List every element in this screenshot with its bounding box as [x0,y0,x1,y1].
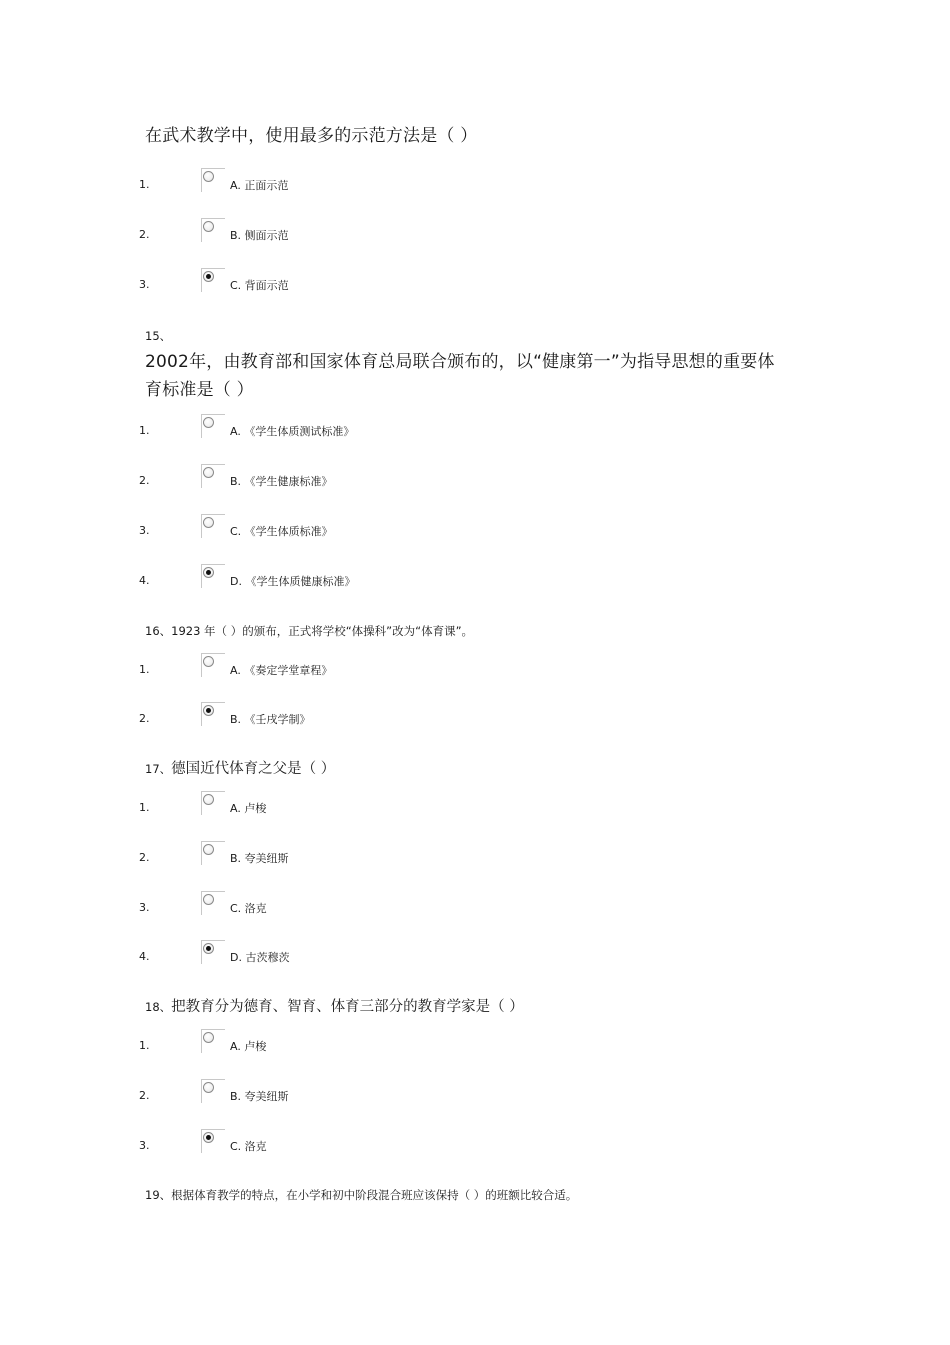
question-heading [145,995,524,1016]
option-index: 1. [139,1039,150,1052]
question-title: 19、根据体育教学的特点，在小学和初中阶段混合班应该保持（ ）的班额比较合适。 [145,1188,578,1202]
option-index: 2. [139,1089,150,1102]
option-index: 4. [139,574,150,587]
question-title: 在武术教学中，使用最多的示范方法是（ ） [145,126,478,146]
option-index: 2. [139,712,150,725]
radio-icon [203,467,214,478]
radio-option-d[interactable] [201,940,225,964]
option-index: 1. [139,663,150,676]
radio-option-a[interactable] [201,414,225,438]
radio-icon [203,417,214,428]
option-label: A. 卢梭 [230,802,267,815]
radio-option-a[interactable] [201,1029,225,1053]
option-label: D. 古茨穆茨 [230,951,290,964]
radio-selected-icon [203,943,214,954]
radio-option-c[interactable] [201,1129,225,1153]
option-label: B. 夸美纽斯 [230,852,289,865]
question-title: 2002年，由教育部和国家体育总局联合颁布的，以“健康第一”为指导思想的重要体 [145,352,775,372]
question-title: 16、1923 年（ ）的颁布，正式将学校“体操科”改为“体育课”。 [145,624,474,638]
radio-option-b[interactable] [201,841,225,865]
radio-option-a[interactable] [201,653,225,677]
radio-icon [203,1032,214,1043]
radio-option-c[interactable] [201,514,225,538]
radio-selected-icon [203,567,214,578]
option-label: B. 侧面示范 [230,229,289,242]
option-index: 1. [139,424,150,437]
question-title: 把教育分为德育、智育、体育三部分的教育学家是（ ） [171,999,524,1015]
radio-option-b[interactable] [201,218,225,242]
option-label: B. 《壬戌学制》 [230,713,311,726]
radio-icon [203,171,214,182]
question-title-continued: 育标准是（ ） [145,380,254,400]
option-index: 2. [139,228,150,241]
radio-option-c[interactable] [201,268,225,292]
radio-option-a[interactable] [201,168,225,192]
radio-option-d[interactable] [201,564,225,588]
option-label: C. 背面示范 [230,279,289,292]
option-label: C. 洛克 [230,1140,267,1153]
question-number: 15、 [145,329,172,343]
option-index: 1. [139,178,150,191]
radio-option-b[interactable] [201,702,225,726]
radio-icon [203,1082,214,1093]
radio-option-c[interactable] [201,891,225,915]
question-number: 17、 [145,762,172,776]
question-number: 18、 [145,1000,172,1014]
option-label: A. 正面示范 [230,179,289,192]
question-heading [145,757,335,778]
option-label: A. 《奏定学堂章程》 [230,664,333,677]
radio-option-a[interactable] [201,791,225,815]
option-index: 2. [139,474,150,487]
radio-icon [203,221,214,232]
radio-icon [203,656,214,667]
radio-icon [203,517,214,528]
option-label: D. 《学生体质健康标准》 [230,575,356,588]
radio-option-b[interactable] [201,1079,225,1103]
question-title: 德国近代体育之父是（ ） [171,761,336,777]
option-label: B. 夸美纽斯 [230,1090,289,1103]
option-index: 2. [139,851,150,864]
option-label: C. 洛克 [230,902,267,915]
option-index: 3. [139,1139,150,1152]
option-label: A. 卢梭 [230,1040,267,1053]
radio-selected-icon [203,271,214,282]
radio-option-b[interactable] [201,464,225,488]
radio-icon [203,844,214,855]
option-index: 3. [139,524,150,537]
option-index: 1. [139,801,150,814]
radio-icon [203,894,214,905]
option-label: C. 《学生体质标准》 [230,525,333,538]
option-index: 3. [139,278,150,291]
radio-icon [203,794,214,805]
option-label: B. 《学生健康标准》 [230,475,333,488]
option-index: 3. [139,901,150,914]
option-label: A. 《学生体质测试标准》 [230,425,355,438]
radio-selected-icon [203,1132,214,1143]
option-index: 4. [139,950,150,963]
radio-selected-icon [203,705,214,716]
